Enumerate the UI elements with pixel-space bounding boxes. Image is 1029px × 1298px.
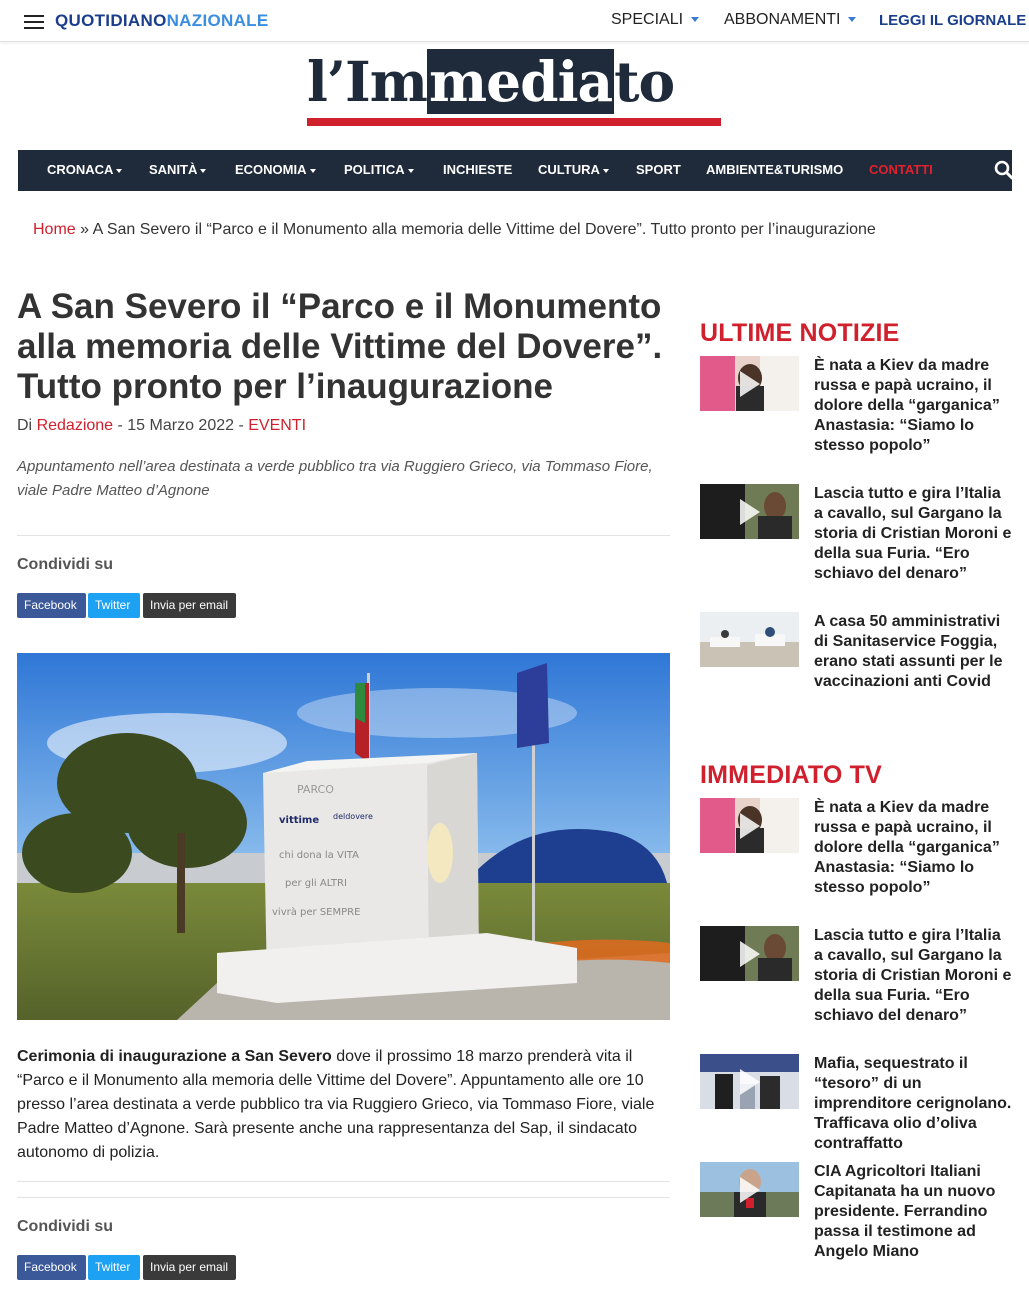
chevron-down-icon [848,17,856,22]
article-date: - 15 Marzo 2022 - [113,417,249,434]
chevron-down-icon [408,169,414,173]
video-title[interactable]: CIA Agricoltori Italiani Capitanata ha un nuovo presidente. Ferrandino passa il testimone ad Angelo Miano [814,1163,996,1260]
video-thumbnail[interactable] [700,798,799,853]
nav-item-cultura[interactable]: CULTURA [538,162,609,177]
nav-item-cronaca[interactable]: CRONACA [47,162,122,177]
article-photo [17,653,670,1020]
share-facebook-button[interactable]: Facebook [17,593,86,618]
divider [17,535,670,536]
menu-abbonamenti[interactable]: ABBONAMENTI [724,11,856,29]
ultime-notizie-heading: ULTIME NOTIZIE [700,319,900,347]
article-subtitle: Appuntamento nell’area destinata a verde pubblico tra via Ruggiero Grieco, via Tommaso Fiore, viale Padre Matteo d’Agnone [17,458,653,499]
category-link[interactable]: EVENTI [248,417,307,434]
nav-item-sanita[interactable]: SANITÀ [149,162,206,177]
chevron-down-icon [691,17,699,22]
monument-text-line2: per gli ALTRI [285,878,347,889]
chevron-down-icon [603,169,609,173]
play-icon [740,1177,760,1203]
chevron-down-icon [116,169,122,173]
news-thumbnail[interactable] [700,356,799,411]
article-title: A San Severo il “Parco e il Monumento alla memoria delle Vittime del Dovere”. Tutto pronto per l’inaugurazione [17,287,663,406]
breadcrumb: Home » A San Severo il “Parco e il Monumento alla memoria delle Vittime del Dovere”. Tutto pronto per l’inaugurazione [33,221,876,238]
article-meta: Di Redazione - 15 Marzo 2022 - EVENTI [17,417,307,434]
share-email-button[interactable]: Invia per email [143,1255,236,1280]
nav-item-economia[interactable]: ECONOMIA [235,162,316,177]
video-title[interactable]: È nata a Kiev da madre russa e papà ucraino, il dolore della “garganica” Anastasia: “Siamo lo stesso popolo” [814,799,1000,896]
immediato-tv-heading: IMMEDIATO TV [700,761,883,789]
chevron-down-icon [310,169,316,173]
play-icon [740,1069,760,1095]
breadcrumb-home-link[interactable]: Home [33,221,76,238]
share-twitter-button[interactable]: Twitter [88,1255,140,1280]
video-thumbnail[interactable] [700,926,799,981]
logo-underline [307,118,721,126]
play-icon [740,813,760,839]
monument-text-line3: vivrà per SEMPRE [272,907,361,918]
share-twitter-button[interactable]: Twitter [88,593,140,618]
nav-item-politica[interactable]: POLITICA [344,162,414,177]
search-icon[interactable] [994,160,1014,180]
divider [17,1197,670,1198]
video-thumbnail[interactable] [700,1162,799,1217]
news-title[interactable]: A casa 50 amministrativi di Sanitaservice Foggia, erano stati assunti per le vaccinazioni anti Covid [814,613,1003,690]
play-icon [740,371,760,397]
share-label: Condividi su [17,556,113,573]
hamburger-menu-icon[interactable] [24,15,44,29]
monument-text-vittime: vittime [279,815,320,826]
video-title[interactable]: Lascia tutto e gira l’Italia a cavallo, sul Gargano la storia di Cristian Moroni e della sua Furia. “Ero schiavo del denaro” [814,927,1012,1024]
breadcrumb-current: A San Severo il “Parco e il Monumento alla memoria delle Vittime del Dovere”. Tutto pronto per l’inaugurazione [92,221,876,238]
monument-text-deldovere: deldovere [333,812,373,821]
main-nav [18,150,1012,191]
menu-speciali[interactable]: SPECIALI [611,11,699,29]
nav-item-contatti[interactable]: CONTATTI [869,162,933,177]
video-title[interactable]: Mafia, sequestrato il “tesoro” di un imprenditore cerignolano. Trafficava olio d’oliva contraffatto [814,1055,1012,1152]
monument-text-line1: chi dona la VITA [279,850,359,861]
divider [17,1181,670,1182]
nav-item-inchieste[interactable]: INCHIESTE [443,162,513,177]
monument-text-parco: PARCO [297,783,334,796]
play-icon [740,941,760,967]
quotidiano-nazionale-logo[interactable]: QUOTIDIANONAZIONALE [55,11,269,30]
news-thumbnail[interactable] [700,484,799,539]
share-label: Condividi su [17,1218,113,1235]
news-title[interactable]: È nata a Kiev da madre russa e papà ucraino, il dolore della “garganica” Anastasia: “Siamo lo stesso popolo” [814,357,1000,454]
top-bar [0,0,1029,42]
article-body: Cerimonia di inaugurazione a San Severo dove il prossimo 18 marzo prenderà vita il “Parco e il Monumento alla memoria delle Vittime del Dovere”. Appuntamento alle ore 10 presso l’area destinata a verde pubblico tra via Ruggiero Grieco, via Tommaso Fiore, viale Padre Matteo d’Agnone. Sarà presente anche una rappresentanza del Sap, il sindacato autonomo di polizia. [17,1048,655,1161]
video-thumbnail[interactable] [700,1054,799,1109]
play-icon [740,499,760,525]
share-facebook-button[interactable]: Facebook [17,1255,86,1280]
nav-item-sport[interactable]: SPORT [636,162,681,177]
leggi-il-giornale-link[interactable]: LEGGI IL GIORNALE [879,12,1027,29]
nav-item-ambiente-turismo[interactable]: AMBIENTE&TURISMO [706,162,844,177]
immediato-logo[interactable]: l’Immediato [307,54,721,128]
author-link[interactable]: Redazione [36,417,114,434]
share-email-button[interactable]: Invia per email [143,593,236,618]
chevron-down-icon [200,169,206,173]
news-title[interactable]: Lascia tutto e gira l’Italia a cavallo, sul Gargano la storia di Cristian Moroni e della sua Furia. “Ero schiavo del denaro” [814,485,1012,582]
news-thumbnail[interactable] [700,612,799,667]
